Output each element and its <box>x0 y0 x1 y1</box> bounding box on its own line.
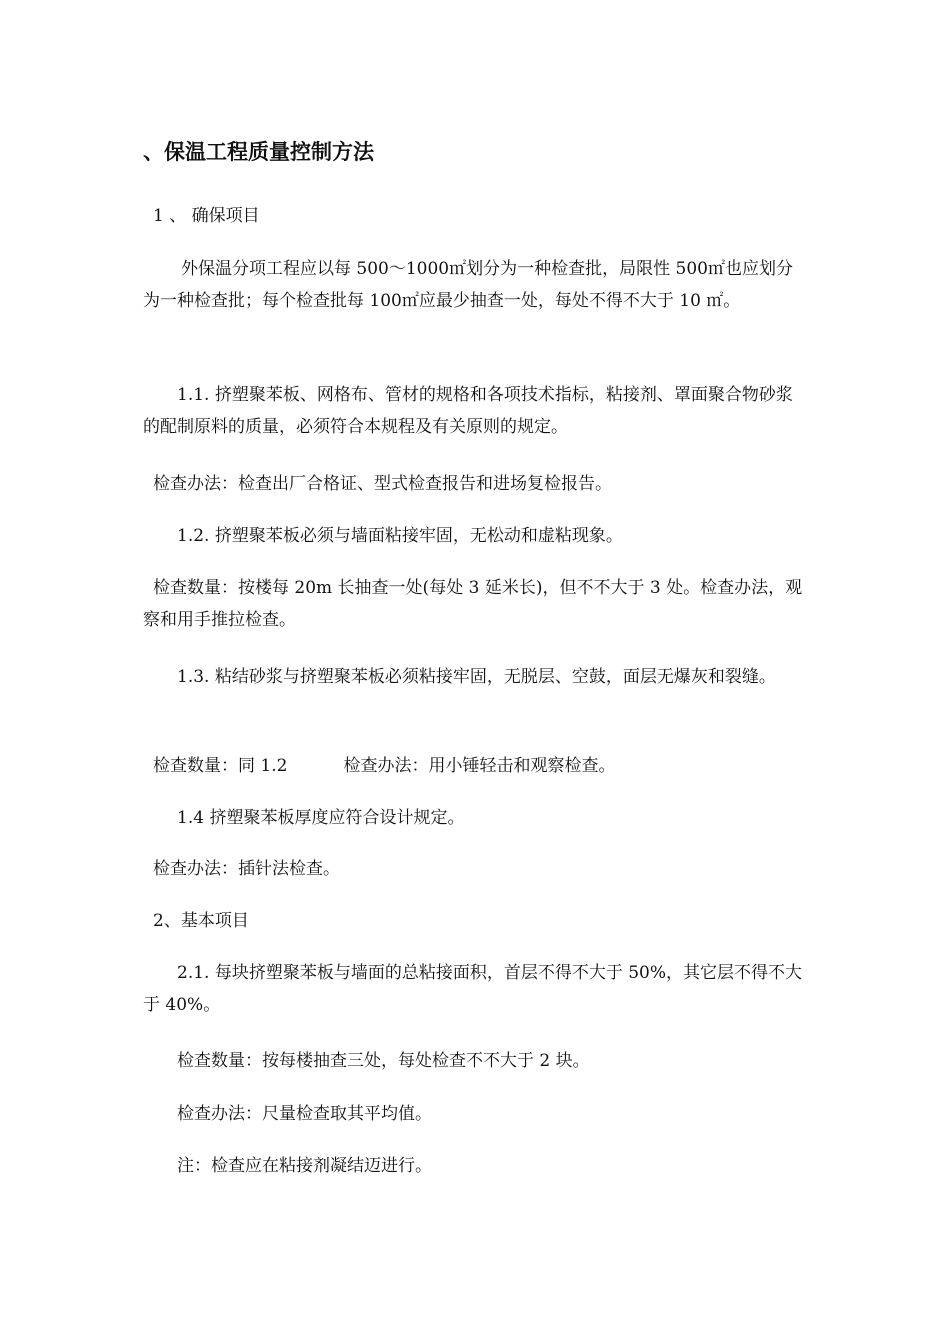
item-1-2-check: 检查数量：按楼每 20m 长抽查一处(每处 3 延米长)，但不不大于 3 处。检查办法，观察和用手推拉检查。 <box>143 578 803 630</box>
item-1-3: 1.3. 粘结砂浆与挤塑聚苯板必须粘接牢固，无脱层、空鼓，面层无爆灰和裂缝。 <box>177 667 776 687</box>
item-1-3-check <box>143 750 807 782</box>
item-2-1: 2.1. 每块挤塑聚苯板与墙面的总粘接面积，首层不得不大于 50%，其它层不得不大于 40%。 <box>143 963 803 1015</box>
section-1-intro: 外保温分项工程应以每 500～1000㎡划分为一种检查批，局限性 500㎡也应划分为一种检查批；每个检查批每 100㎡应最少抽查一处，每处不得不大于 10 ㎡。 <box>143 259 793 311</box>
item-1-3-check-qty: 检查数量：同 1.2 <box>153 756 288 776</box>
item-1-2: 1.2. 挤塑聚苯板必须与墙面粘接牢固，无松动和虚粘现象。 <box>177 526 623 546</box>
section-2-heading: 2、基本项目 <box>153 911 249 931</box>
item-2-1-note: 注：检查应在粘接剂凝结迈进行。 <box>177 1156 432 1176</box>
item-1-4-check: 检查办法：插针法检查。 <box>153 859 340 879</box>
item-2-1-method: 检查办法：尺量检查取其平均值。 <box>177 1104 432 1124</box>
section-1-heading: 1 、 确保项目 <box>153 206 260 226</box>
document-title: 、保温工程质量控制方法 <box>143 140 374 164</box>
item-2-1-qty: 检查数量：按每楼抽查三处，每处检查不不大于 2 块。 <box>177 1051 590 1071</box>
item-1-4: 1.4 挤塑聚苯板厚度应符合设计规定。 <box>177 808 465 828</box>
item-1-1: 1.1. 挤塑聚苯板、网格布、管材的规格和各项技术指标，粘接剂、罩面聚合物砂浆的配制原料的质量，必须符合本规程及有关原则的规定。 <box>143 385 793 437</box>
item-1-1-check: 检查办法：检查出厂合格证、型式检查报告和进场复检报告。 <box>153 474 612 494</box>
item-1-3-check-method: 检查办法：用小锤轻击和观察检查。 <box>343 756 616 776</box>
